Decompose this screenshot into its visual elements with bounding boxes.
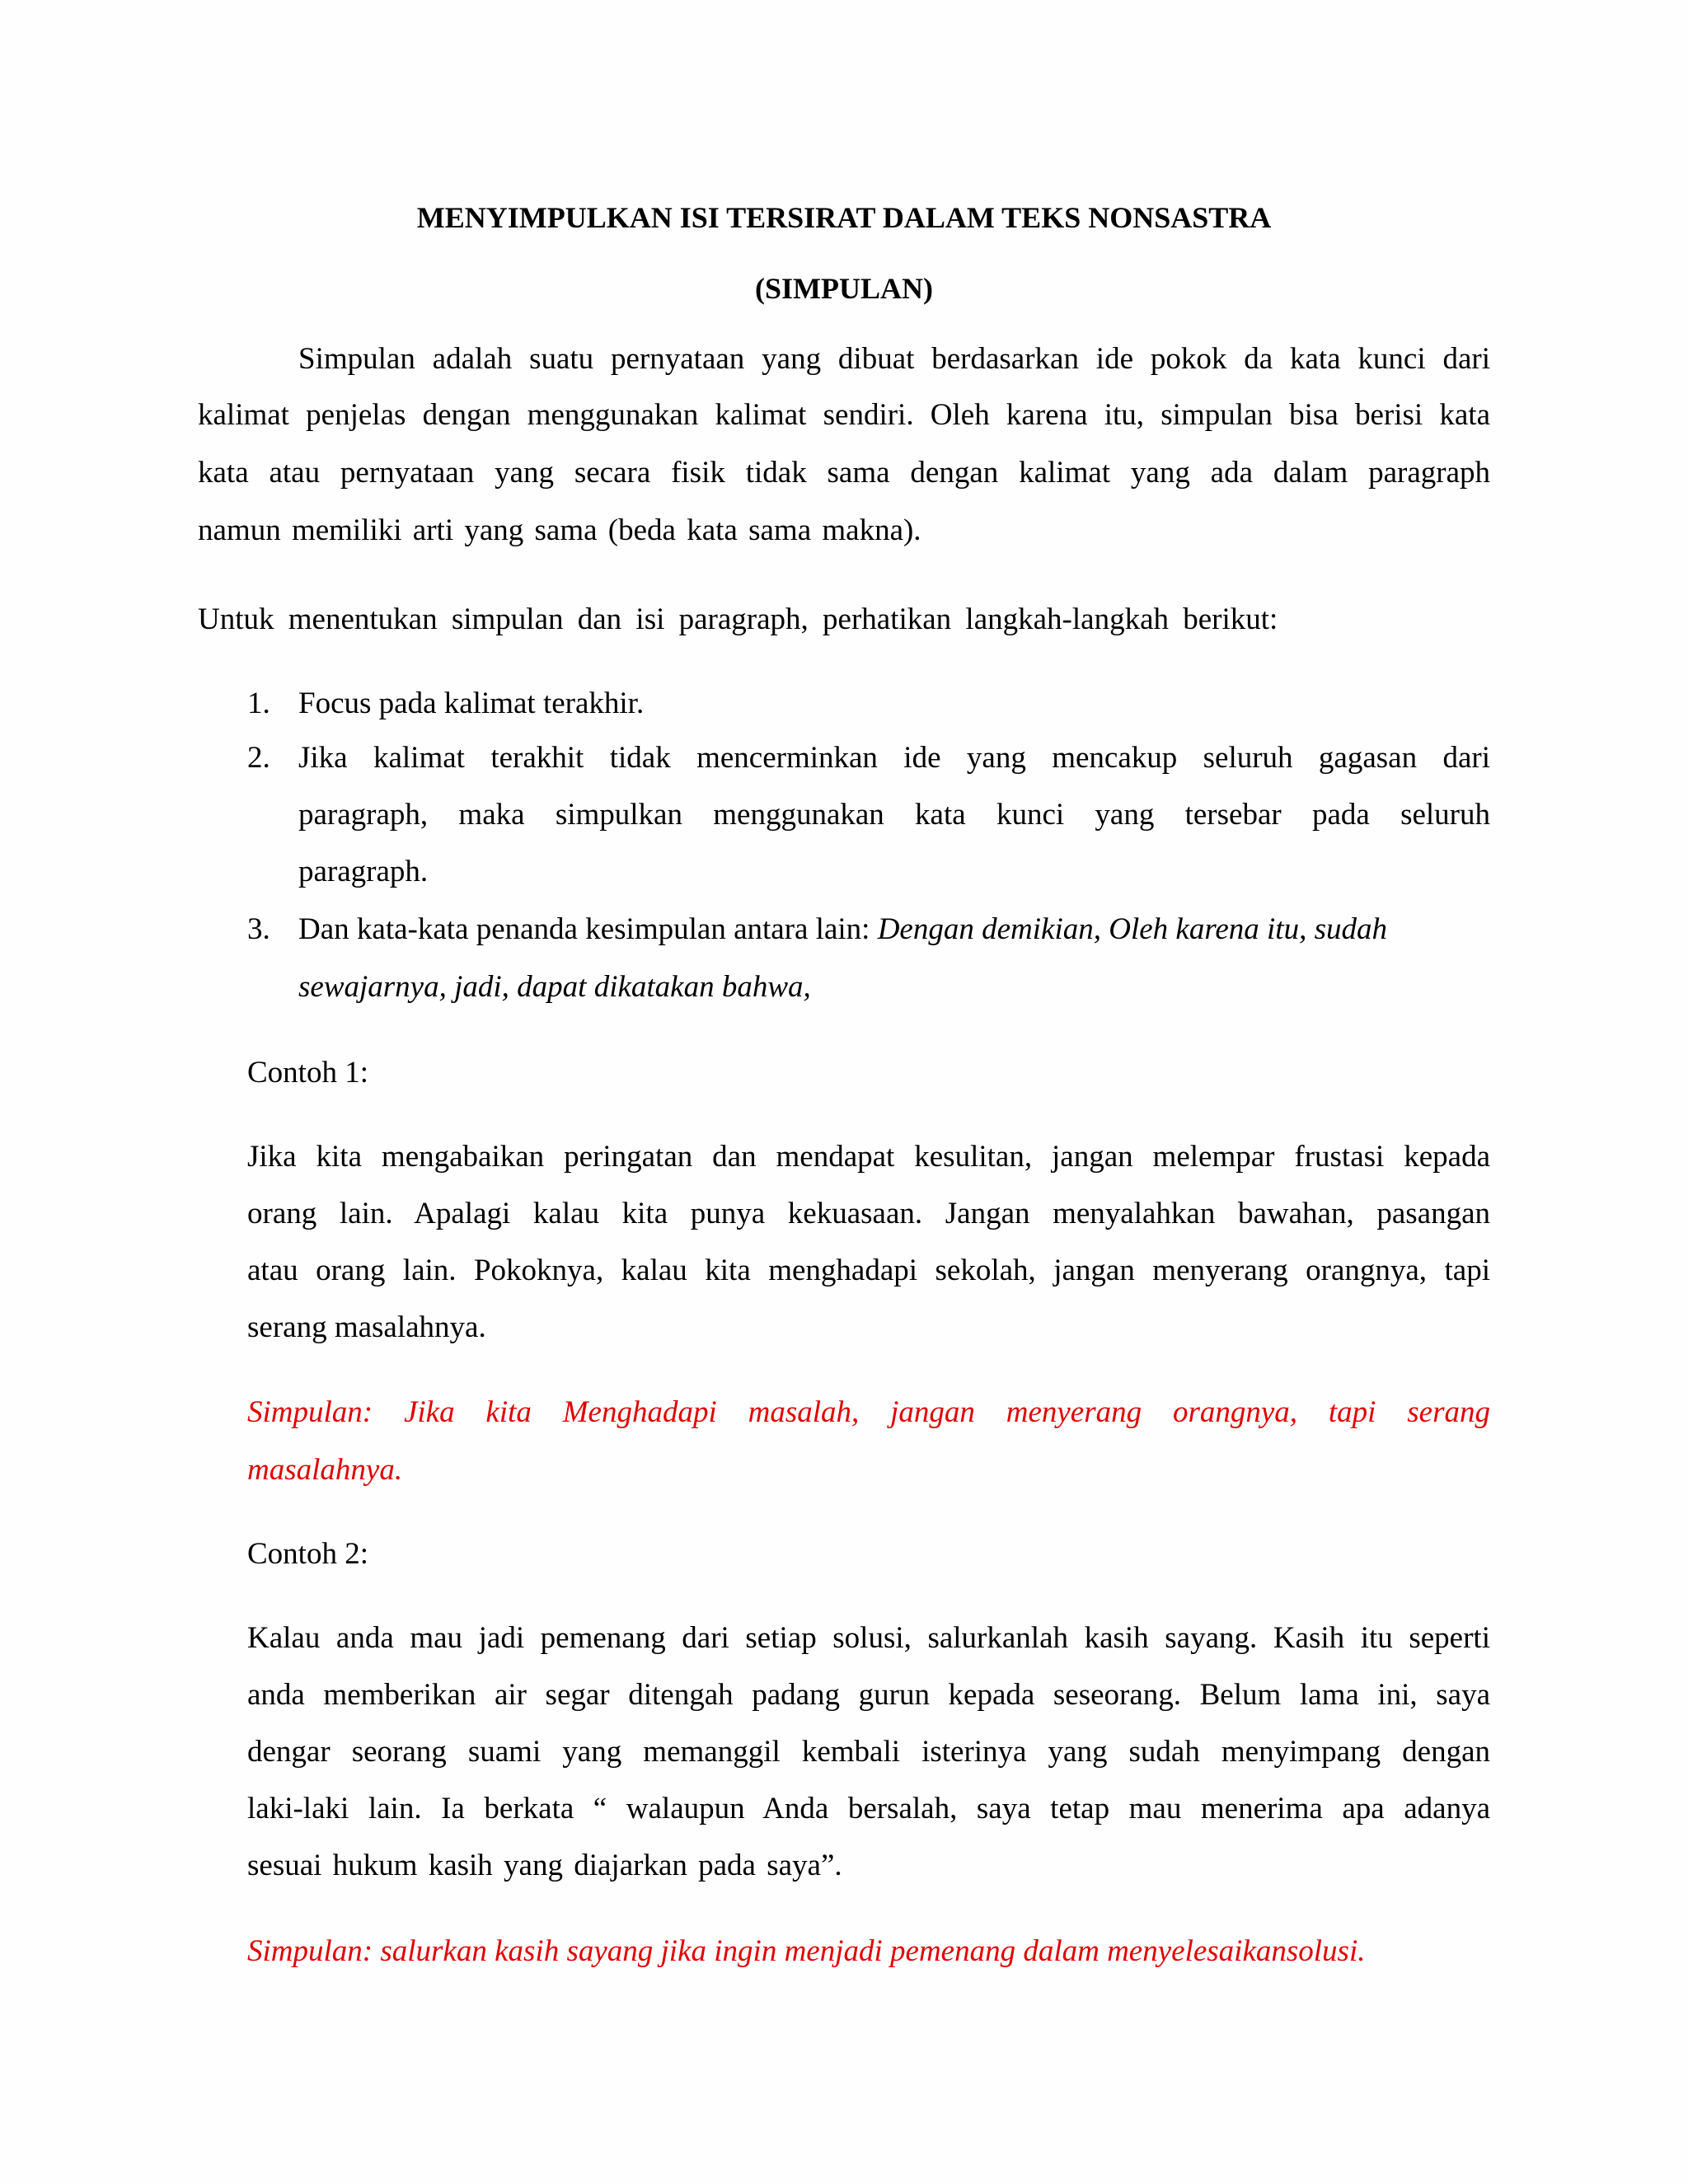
step-number: 1. bbox=[247, 687, 270, 720]
intro-line-3: kata atau pernyataan yang secara fisik tidak sama dengan kalimat yang ada dalam paragraph bbox=[198, 456, 1490, 490]
example-line: laki-laki lain. Ia berkata “ walaupun Anda bersalah, saya tetap mau menerima apa adanya bbox=[247, 1792, 1490, 1825]
document-subtitle: (SIMPULAN) bbox=[755, 272, 933, 305]
example-line: sesuai hukum kasih yang diajarkan pada saya”. bbox=[247, 1849, 842, 1882]
step-text: Focus pada kalimat terakhir. bbox=[298, 687, 645, 720]
example-line: Jika kita mengabaikan peringatan dan mendapat kesulitan, jangan melempar frustasi kepada bbox=[247, 1140, 1490, 1174]
step-number: 2. bbox=[247, 741, 270, 775]
example-line: serang masalahnya. bbox=[247, 1310, 486, 1344]
example-line: orang lain. Apalagi kalau kita punya kekuasaan. Jangan menyalahkan bawahan, pasangan bbox=[247, 1197, 1490, 1230]
document-title: MENYIMPULKAN ISI TERSIRAT DALAM TEKS NONSASTRA bbox=[416, 201, 1272, 234]
step-text-italic: Dengan demikian, Oleh karena itu, sudah bbox=[877, 912, 1387, 946]
step-text: Jika kalimat terakhit tidak mencerminkan ide yang mencakup seluruh gagasan dari bbox=[298, 741, 1490, 775]
example-line: Kalau anda mau jadi pemenang dari setiap solusi, salurkanlah kasih sayang. Kasih itu seperti bbox=[247, 1621, 1490, 1655]
intro-line-1: Simpulan adalah suatu pernyataan yang dibuat berdasarkan ide pokok da kata kunci dari bbox=[298, 342, 1490, 376]
example-line: dengar seorang suami yang memanggil kembali isterinya yang sudah menyimpang dengan bbox=[247, 1735, 1490, 1769]
step-text-plain: Dan kata-kata penanda kesimpulan antara lain: bbox=[298, 912, 878, 946]
step-text: paragraph, maka simpulkan menggunakan kata kunci yang tersebar pada seluruh bbox=[298, 798, 1490, 832]
step-text bbox=[298, 912, 1387, 948]
example-label: Contoh 1: bbox=[247, 1056, 368, 1090]
intro-line-4: namun memiliki arti yang sama (beda kata sama makna). bbox=[198, 513, 921, 547]
intro-line-2: kalimat penjelas dengan menggunakan kalimat sendiri. Oleh karena itu, simpulan bisa berisi kata bbox=[198, 398, 1490, 432]
example-conclusion: Simpulan: Jika kita Menghadapi masalah, jangan menyerang orangnya, tapi serang bbox=[247, 1395, 1490, 1429]
example-conclusion: masalahnya. bbox=[247, 1453, 403, 1487]
step-number: 3. bbox=[247, 912, 270, 946]
example-line: atau orang lain. Pokoknya, kalau kita menghadapi sekolah, jangan menyerang orangnya, tapi bbox=[247, 1254, 1490, 1287]
step-text: paragraph. bbox=[298, 855, 429, 888]
steps-intro: Untuk menentukan simpulan dan isi paragraph, perhatikan langkah-langkah berikut: bbox=[198, 602, 1278, 636]
step-text-italic: sewajarnya, jadi, dapat dikatakan bahwa, bbox=[298, 970, 811, 1004]
example-line: anda memberikan air segar ditengah padang gurun kepada seseorang. Belum lama ini, saya bbox=[247, 1678, 1490, 1712]
example-label: Contoh 2: bbox=[247, 1537, 368, 1571]
example-conclusion: Simpulan: salurkan kasih sayang jika ingin menjadi pemenang dalam menyelesaikansolusi. bbox=[247, 1934, 1366, 1968]
